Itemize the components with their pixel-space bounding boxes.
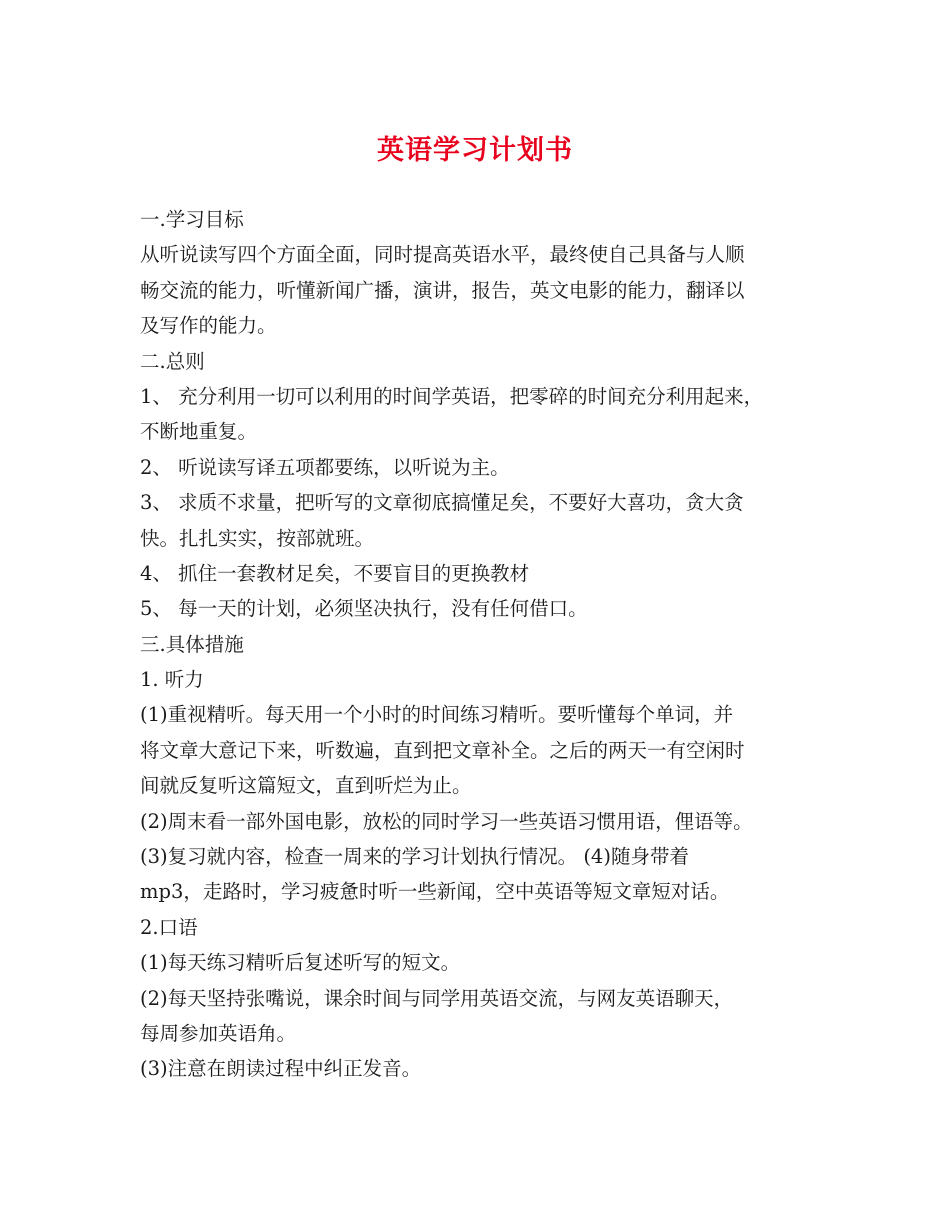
text-line: 4、 抓住一套教材足矣，不要盲目的更换教材: [140, 561, 530, 585]
text-line: 不断地重复。: [140, 420, 258, 444]
text-line: 3、 求质不求量，把听写的文章彻底搞懂足矣，不要好大喜功，贪大贪: [140, 491, 744, 515]
text-line: 二.总则: [140, 349, 205, 373]
text-line: (3)注意在朗读过程中纠正发音。: [140, 1057, 422, 1081]
text-line: 1、 充分利用一切可以利用的时间学英语，把零碎的时间充分利用起来，: [140, 384, 764, 408]
text-line: (1)每天练习精听后复述听写的短文。: [140, 951, 461, 975]
text-line: (2)周末看一部外国电影，放松的同时学习一些英语习惯用语，俚语等。: [140, 809, 753, 833]
text-line: 每周参加英语角。: [140, 1021, 297, 1045]
text-line: 1. 听力: [140, 668, 204, 692]
document-title: 英语学习计划书: [377, 135, 573, 166]
text-line: 一.学习目标: [140, 208, 244, 231]
text-line: 间就反复听这篇短文，直到听烂为止。: [140, 774, 472, 798]
text-line: 2.口语: [140, 915, 198, 939]
text-line: 三.具体措施: [140, 632, 244, 656]
document-body: [140, 202, 830, 1087]
text-line: (3)复习就内容，检查一周来的学习计划执行情况。 (4)随身带着: [140, 845, 689, 869]
text-line: 将文章大意记下来，听数遍，直到把文章补全。之后的两天一有空闲时: [140, 738, 745, 762]
text-line: (1)重视精听。每天用一个小时的时间练习精听。要听懂每个单词，并: [140, 703, 734, 727]
text-line: 快。扎扎实实，按部就班。: [140, 526, 375, 550]
text-line: 2、 听说读写译五项都要练，以听说为主。: [140, 455, 510, 479]
text-line: 5、 每一天的计划，必须坚决执行，没有任何借口。: [140, 597, 588, 621]
text-line: mp3，走路时，学习疲惫时听一些新闻，空中英语等短文章短对话。: [140, 880, 730, 904]
text-line: (2)每天坚持张嘴说，课余时间与同学用英语交流，与网友英语聊天，: [140, 986, 734, 1010]
text-line: 及写作的能力。: [140, 314, 277, 338]
text-line: 从听说读写四个方面全面，同时提高英语水平，最终使自己具备与人顺: [140, 243, 745, 267]
text-line: 畅交流的能力，听懂新闻广播，演讲，报告，英文电影的能力，翻译以: [140, 278, 745, 302]
